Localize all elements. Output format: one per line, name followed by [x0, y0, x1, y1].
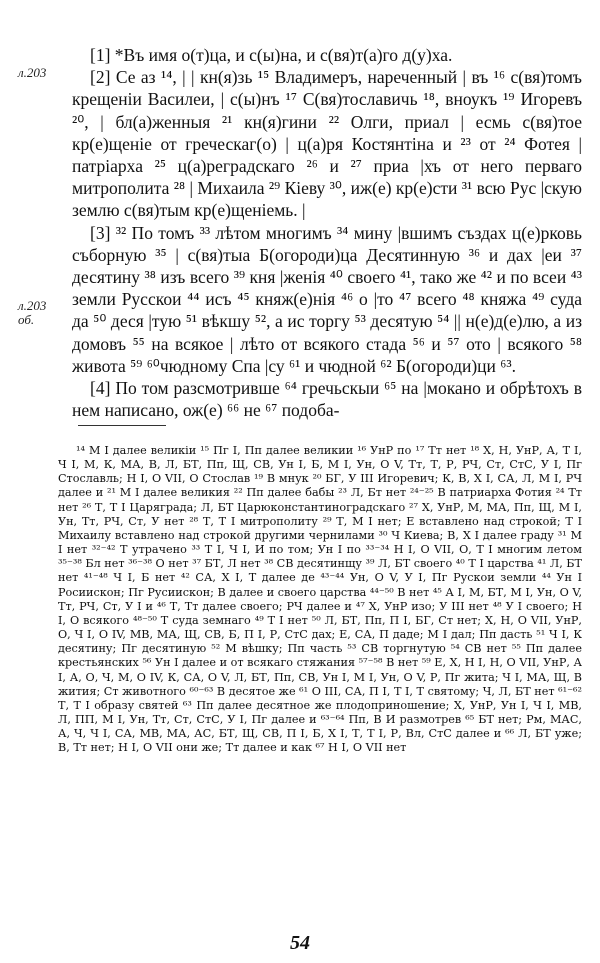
paragraph-1: [1] *Въ имя о(т)ца, и с(ы)на, и с(вя)т(а)го д(у)ха. — [90, 45, 453, 65]
margin-note-folio-2: л.203 — [18, 298, 47, 313]
paragraph-4: [4] По том разсмотривше ⁶⁴ гречьскыи ⁶⁵ на |мокано и обрѣтохъ в нем написано, ож(е) ⁶⁶ не ⁶⁷ подоба- — [72, 378, 582, 421]
margin-note-folio-2-side: об. — [18, 312, 35, 327]
footnotes-text: ¹⁴ М I далее великіи ¹⁵ Пг I, Пп далее великии ¹⁶ УнР по ¹⁷ Тт нет ¹⁸ Х, Н, УнР, А, Т I, Ч I, М, К, МА, В, Л, БТ, Пп, Щ, СВ, Ун I, Б, М I, Ун, О V, Тт, Т, Р, РЧ, Ст, СтС, У I, Пг Стославль; Н I, О VII, О Стослав ¹⁹ В мнук ²⁰ БГ, У III Игоревич; К, В, Х I, СА, Л, М I, РЧ далее и ²¹ М I далее великия ²² Пп далее бабы ²³ Л, Бт нет ²⁴⁻²⁵ В патриарха Фотия ²⁴ Тт нет ²⁶ Т, Т I Царяграда; Л, БТ Царюконстантиноградскаго ²⁷ Х, УнР, М, МА, Пп, Щ, М I, Ун, Тт, РЧ, Ст, У нет ²⁸ Т, Т I митрополиту ²⁹ Т, М I нет; Е вставлено над строкой; Т I Михаилу вставлено над строкой другими чернилами ³⁰ Ч Киева; В, Х I далее граду ³¹ М I нет ³²⁻⁴² Т утрачено ³³ Т I, Ч I, И по том; Ун I по ³³⁻³⁴ Н I, О VII, О, Т I многим летом ³⁵⁻³⁸ Бл нет ³⁶⁻³⁸ О нет ³⁷ БТ, Л нет ³⁸ СВ десятинщу ³⁹ Л, БТ своего ⁴⁰ Т I царства ⁴¹ Л, БТ нет ⁴¹⁻⁴⁸ Ч I, Б нет ⁴² СА, Х I, Т далее де ⁴³⁻⁴⁴ Ун, О V, У I, Пг Рускои земли ⁴⁴ Ун I Росиискон; Пг Русиискон; В далее и своего царства ⁴⁴⁻⁵⁰ В нет ⁴⁵ А I, М, БТ, М I, Ун, О V, Тт, РЧ, Ст, У I и ⁴⁶ Т, Тт далее своего; РЧ далее и ⁴⁷ Х, УнР изо; У III нет ⁴⁸ У I своего; Н I, О всякого ⁴⁸⁻⁵⁰ Т суда земнаго ⁴⁹ Т I нет ⁵⁰ Л, БТ, Пп, П I, БГ, Ст нет; Х, Н, О VII, УнР, О, Ч I, О IV, МВ, МА, Щ, СВ, Б, П I, Р, СтС дах; Е, СА, П даде; М I дал; Пп дасть ⁵¹ Ч I, К десятину; Пг десятиную ⁵² М вѣшку; Пп часть ⁵³ СВ торгнутую ⁵⁴ СВ нет ⁵⁵ Пп далее крестьянских ⁵⁶ Ун I далее и от всякаго стяжания ⁵⁷⁻⁵⁸ В нет ⁵⁹ Е, Х, Н I, Н, О VII, УнР, А I, А, О, Ч, М, О IV, К, СА, О V, Л, БТ, Пп, СВ, Ун I, М I, Ун, О V, Р, Пг жита; Ч I, МА, Щ, В жития; Ст животного ⁶⁰⁻⁶³ В десятое же ⁶¹ О III, СА, П I, Т I, Т святому; Ч, Л, БТ нет ⁶¹⁻⁶² Т, Т I образу святей ⁶³ Пп далее десятное же плодоприношение; Х, УнР, Ун I, Ч I, МВ, Л, ПП, М I, Ун, Тт, Ст, СтС, У I, Пг далее и ⁶³⁻⁶⁴ Пп, В И размотрев ⁶⁵ БТ нет; Рм, МАС, А, Ч, Ч I, СА, МВ, МА, АС, БТ, Щ, СВ, П I, Б, Х I, Т, Т I, Р, Вл, СтС далее и ⁶⁶ Л, БТ уже; В, Тт нет; Н I, О VII они же; Тт далее и как ⁶⁷ Н I, О VII нет — [58, 444, 582, 755]
footnote-divider — [78, 425, 166, 426]
page-number: 54 — [290, 932, 310, 954]
footnotes-block — [58, 444, 582, 755]
main-text-block — [72, 44, 582, 421]
margin-note-folio-1: л.203 — [18, 65, 47, 80]
paragraph-3: [3] ³² По томъ ³³ лѣтом многимъ ³⁴ мину |вшимъ създах ц(е)рковь съборную ³⁵ | с(вя)тыа Б(огороди)ца Десятинную ³⁶ и дах |еи ³⁷ десятину ³⁸ изъ всего ³⁹ кня |женія ⁴⁰ своего ⁴¹, тако же ⁴² и по всеи ⁴³ земли Русскои ⁴⁴ исъ ⁴⁵ княж(е)нія ⁴⁶ о |то ⁴⁷ всего ⁴⁸ княжа ⁴⁹ суда да ⁵⁰ деся |тую ⁵¹ вѣкшу ⁵², а ис торгу ⁵³ десятую ⁵⁴ || н(е)д(е)лю, а из домовъ ⁵⁵ на всякое | лѣто от всякого стада ⁵⁶ и ⁵⁷ ото | всякого ⁵⁸ живота ⁵⁹ ⁶⁰чюдному Спа |су ⁶¹ и чюдной ⁶² Б(огороди)ци ⁶³. — [72, 222, 582, 376]
paragraph-2: [2] Се аз ¹⁴, | | кн(я)зь ¹⁵ Владимеръ, нареченный | въ ¹⁶ с(вя)томъ крещеніи Василеи, | с(ы)нъ ¹⁷ С(вя)тославичь ¹⁸, вноукъ ¹⁹ Игоревъ ²⁰, | бл(а)женныя ²¹ кн(я)гини ²² Олги, приал | есмь с(вя)тое кр(е)щеніе от греческаг(о) | ц(а)ря Костянтіна и ²³ от ²⁴ Фотея | патріарха ²⁵ ц(а)реградскаго ²⁶ и ²⁷ приа |хъ от него перваго митрополита ²⁸ | Михаила ²⁹ Кіеву ³⁰, иж(е) кр(е)сти ³¹ всю Рус |скую землю с(вя)тым кр(е)щеніемь. | — [72, 67, 582, 221]
